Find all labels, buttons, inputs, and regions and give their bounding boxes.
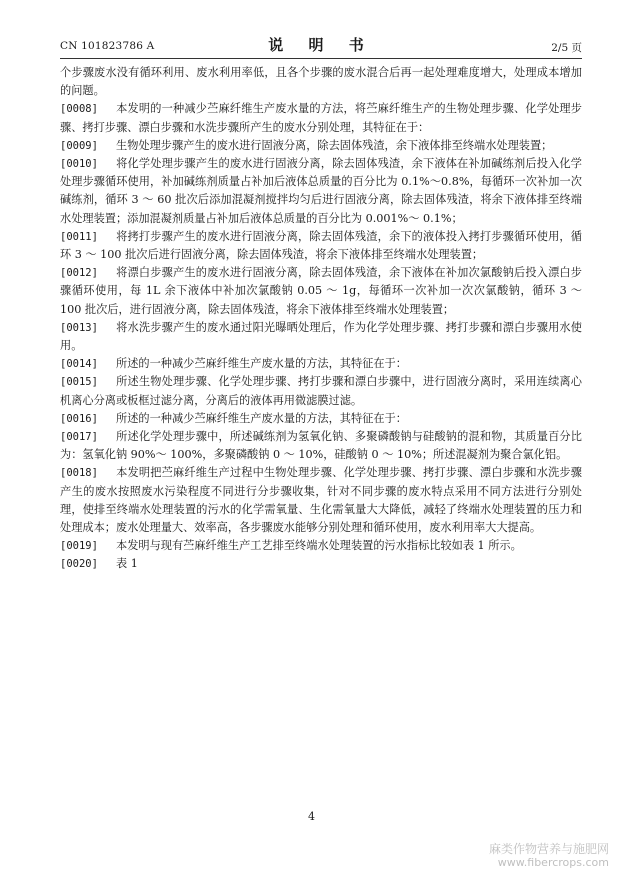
paragraph-text: 所述生物处理步骤、化学处理步骤、拷打步骤和漂白步骤中，进行固液分离时，采用连续离心机离心分离或板框过滤分离，分离后的液体再用微滤膜过滤。 [60,375,582,407]
watermark-site-name: 麻类作物营养与施肥网 [488,842,609,856]
paragraph [60,264,582,319]
paragraph-number: [0011] [60,230,98,243]
paragraph [60,464,582,537]
paragraph-text: 将拷打步骤产生的废水进行固液分离，除去固体残渣，余下的液体投入拷打步骤循环使用，循环 3 ～ 100 批次后进行固液分离，除去固体残渣，将余下液体排至终端水处理装置； [60,229,582,262]
watermark-url: www.fibercrops.com [497,856,609,869]
paragraph-text: 将化学处理步骤产生的废水进行固液分离，除去固体残渣，余下液体在补加碱练剂后投入化学处理步骤循环使用，补加碱练剂质量占补加后液体总质量的百分比为 0.1%～0.8%，每循环一次补加一次碱练剂，循环 3 ～ 60 批次后添加混凝剂搅拌均匀后进行固液分离，除去固体残渣，将余下液体排至终端水处理装置；添加混凝剂质量占补加后液体总质量的百分比为 0.001%～ 0.1%； [60,157,582,225]
paragraph-number: [0009] [60,139,98,152]
paragraph [60,64,582,100]
paragraph-number: [0018] [60,467,98,480]
paragraph [60,155,582,228]
paragraph-text: 本发明把苎麻纤维生产过程中生物处理步骤、化学处理步骤、拷打步骤、漂白步骤和水洗步骤产生的废水按照废水污染程度不同进行分步骤收集，针对不同步骤的废水特点采用不同方法进行分别处理，使排至终端水处理装置的污水的化学需氧量、生化需氧量大大降低，减轻了终端水处理装置的压力和处理成本；废水处理量大、效率高，各步骤废水能够分别处理和循环使用，废水利用率大大提高。 [60,466,582,535]
paragraph-text: 个步骤废水没有循环利用、废水利用率低，且各个步骤的废水混合后再一起处理难度增大，处理成本增加的问题。 [60,66,582,98]
paragraph-text: 本发明的一种减少苎麻纤维生产废水量的方法，将苎麻纤维生产的生物处理步骤、化学处理步骤、拷打步骤、漂白步骤和水洗步骤所产生的废水分别处理，其特征在于： [60,102,582,134]
paragraph [60,355,582,373]
paragraph-number: [0008] [60,103,98,116]
paragraph-number: [0010] [60,158,98,171]
paragraph [60,228,582,264]
paragraph [60,100,582,136]
paragraph-number: [0020] [60,558,98,571]
paragraph [60,537,582,555]
paragraph-text: 本发明与现有苎麻纤维生产工艺排至终端水处理装置的污水指标比较如表 1 所示。 [116,539,522,553]
paragraph-number: [0016] [60,412,98,425]
paragraph-text: 所述化学处理步骤中，所述碱练剂为氢氧化钠、多聚磷酸钠与硅酸钠的混和物，其质量百分比为：氢氧化钠 90%～ 100%，多聚磷酸钠 0 ～ 10%，硅酸钠 0 ～ 10%；所述混凝剂为聚合氯化铝。 [60,430,582,462]
paragraph [60,555,582,573]
paragraph [60,137,582,155]
paragraph-text: 所述的一种减少苎麻纤维生产废水量的方法，其特征在于： [116,357,407,371]
page-header [60,34,582,56]
page-indicator: 2/5 页 [551,42,582,54]
paragraph-text: 将水洗步骤产生的废水通过阳光曝晒处理后，作为化学处理步骤、拷打步骤和漂白步骤用水使用。 [60,320,582,353]
page-number: 4 [308,810,315,823]
watermark [489,842,609,870]
paragraph-text: 将漂白步骤产生的废水进行固液分离，除去固体残渣，余下液体在补加次氯酸钠后投入漂白步骤循环使用，每 1L 余下液体中补加次氯酸钠 0.05 ～ 1g，每循环一次补加一次次氯酸钠，循环 3 ～ 100 批次后，进行固液分离，除去固体残渣，将余下液体排至终端水处理装置； [60,266,582,316]
paragraph-number: [0015] [60,376,98,389]
document-title: 说 明 书 [268,36,374,54]
paragraph-number: [0014] [60,358,98,371]
paragraph [60,428,582,464]
paragraph-number: [0019] [60,540,98,553]
paragraph [60,319,582,355]
paragraph-text: 所述的一种减少苎麻纤维生产废水量的方法，其特征在于： [116,411,407,425]
paragraph-number: [0017] [60,431,98,444]
paragraph [60,373,582,409]
document-body [60,64,582,574]
paragraph-number: [0013] [60,321,98,334]
paragraph-text: 表 1 [116,557,138,571]
header-rule [60,58,582,59]
paragraph-text: 生物处理步骤产生的废水进行固液分离，除去固体残渣，余下液体排至终端水处理装置； [116,138,553,152]
patent-number: CN 101823786 A [60,40,155,52]
paragraph-number: [0012] [60,267,98,280]
paragraph [60,410,582,428]
